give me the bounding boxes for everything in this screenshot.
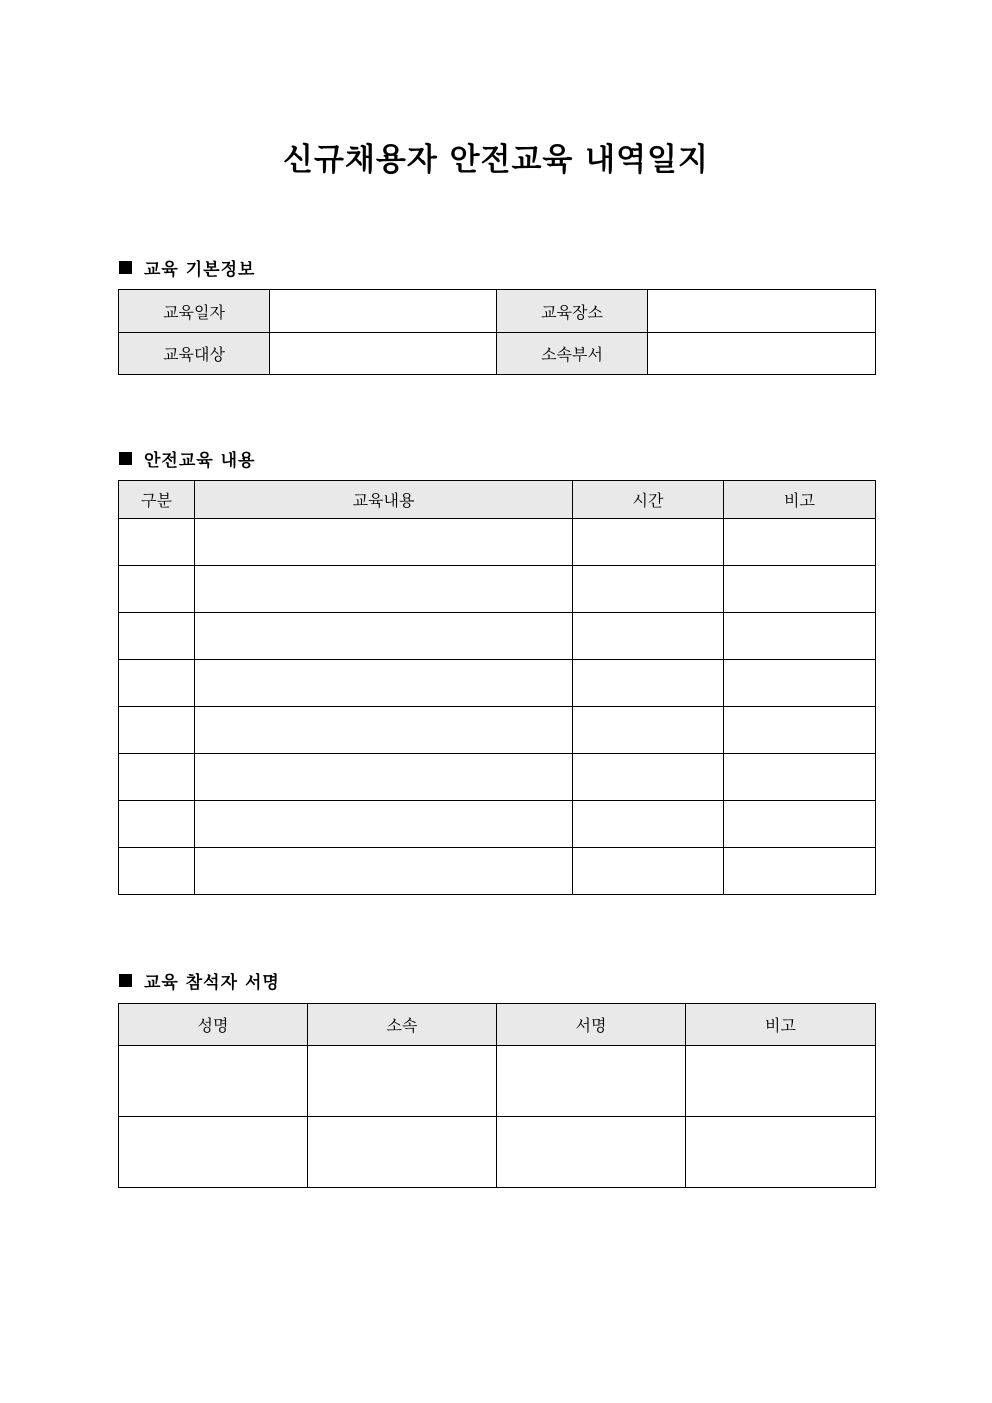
table-row xyxy=(119,848,876,895)
col-header-time: 시간 xyxy=(573,481,724,519)
table-row xyxy=(119,660,876,707)
table-row xyxy=(119,1117,876,1188)
field-department[interactable] xyxy=(648,333,876,375)
label-edu-date: 교육일자 xyxy=(119,290,270,333)
table-cell[interactable] xyxy=(724,754,876,801)
col-header-signature: 서명 xyxy=(497,1004,686,1046)
section-content-heading-text: 안전교육 내용 xyxy=(144,451,256,471)
basic-info-row xyxy=(119,290,876,333)
table-cell[interactable] xyxy=(119,848,195,895)
table-cell[interactable] xyxy=(573,707,724,754)
table-cell[interactable] xyxy=(119,1117,308,1188)
table-cell[interactable] xyxy=(195,519,573,566)
table-cell[interactable] xyxy=(573,660,724,707)
table-cell[interactable] xyxy=(497,1046,686,1117)
content-header-row xyxy=(119,481,876,519)
content-table xyxy=(118,480,876,895)
table-cell[interactable] xyxy=(724,848,876,895)
col-header-remarks: 비고 xyxy=(724,481,876,519)
table-cell[interactable] xyxy=(497,1117,686,1188)
table-cell[interactable] xyxy=(573,613,724,660)
table-cell[interactable] xyxy=(195,848,573,895)
basic-info-row xyxy=(119,333,876,375)
table-cell[interactable] xyxy=(119,660,195,707)
table-cell[interactable] xyxy=(573,519,724,566)
section-content-heading xyxy=(119,446,255,471)
table-cell[interactable] xyxy=(724,519,876,566)
attendees-table xyxy=(118,1003,876,1188)
basic-info-table xyxy=(118,289,876,375)
table-row xyxy=(119,801,876,848)
table-cell[interactable] xyxy=(119,801,195,848)
label-department: 소속부서 xyxy=(497,333,648,375)
attendees-header-row xyxy=(119,1004,876,1046)
table-cell[interactable] xyxy=(308,1117,497,1188)
field-edu-date[interactable] xyxy=(270,290,497,333)
square-bullet-icon xyxy=(119,261,132,274)
table-cell[interactable] xyxy=(119,1046,308,1117)
label-edu-place: 교육장소 xyxy=(497,290,648,333)
table-cell[interactable] xyxy=(724,660,876,707)
table-row xyxy=(119,566,876,613)
table-cell[interactable] xyxy=(195,660,573,707)
table-cell[interactable] xyxy=(119,613,195,660)
table-cell[interactable] xyxy=(195,754,573,801)
label-edu-target: 교육대상 xyxy=(119,333,270,375)
table-cell[interactable] xyxy=(686,1117,876,1188)
square-bullet-icon xyxy=(119,974,132,987)
table-cell[interactable] xyxy=(573,801,724,848)
table-cell[interactable] xyxy=(724,566,876,613)
square-bullet-icon xyxy=(119,452,132,465)
table-cell[interactable] xyxy=(119,707,195,754)
section-basic-heading-text: 교육 기본정보 xyxy=(144,260,256,280)
table-row xyxy=(119,1046,876,1117)
field-edu-target[interactable] xyxy=(270,333,497,375)
table-cell[interactable] xyxy=(195,707,573,754)
table-cell[interactable] xyxy=(195,801,573,848)
table-cell[interactable] xyxy=(573,848,724,895)
table-row xyxy=(119,707,876,754)
field-edu-place[interactable] xyxy=(648,290,876,333)
table-cell[interactable] xyxy=(119,566,195,613)
table-cell[interactable] xyxy=(308,1046,497,1117)
table-cell[interactable] xyxy=(573,754,724,801)
page-title: 신규채용자 안전교육 내역일지 xyxy=(283,142,709,178)
table-cell[interactable] xyxy=(724,613,876,660)
section-attendees-heading-text: 교육 참석자 서명 xyxy=(144,973,280,993)
table-cell[interactable] xyxy=(119,754,195,801)
table-cell[interactable] xyxy=(195,613,573,660)
table-cell[interactable] xyxy=(686,1046,876,1117)
table-cell[interactable] xyxy=(724,801,876,848)
col-header-content: 교육내용 xyxy=(195,481,573,519)
col-header-name: 성명 xyxy=(119,1004,308,1046)
col-header-category: 구분 xyxy=(119,481,195,519)
col-header-affiliation: 소속 xyxy=(308,1004,497,1046)
table-cell[interactable] xyxy=(195,566,573,613)
table-cell[interactable] xyxy=(573,566,724,613)
table-row xyxy=(119,754,876,801)
section-attendees-heading xyxy=(119,968,280,993)
table-row xyxy=(119,519,876,566)
table-cell[interactable] xyxy=(119,519,195,566)
table-row xyxy=(119,613,876,660)
section-basic-heading xyxy=(119,255,255,280)
col-header-remarks: 비고 xyxy=(686,1004,876,1046)
table-cell[interactable] xyxy=(724,707,876,754)
